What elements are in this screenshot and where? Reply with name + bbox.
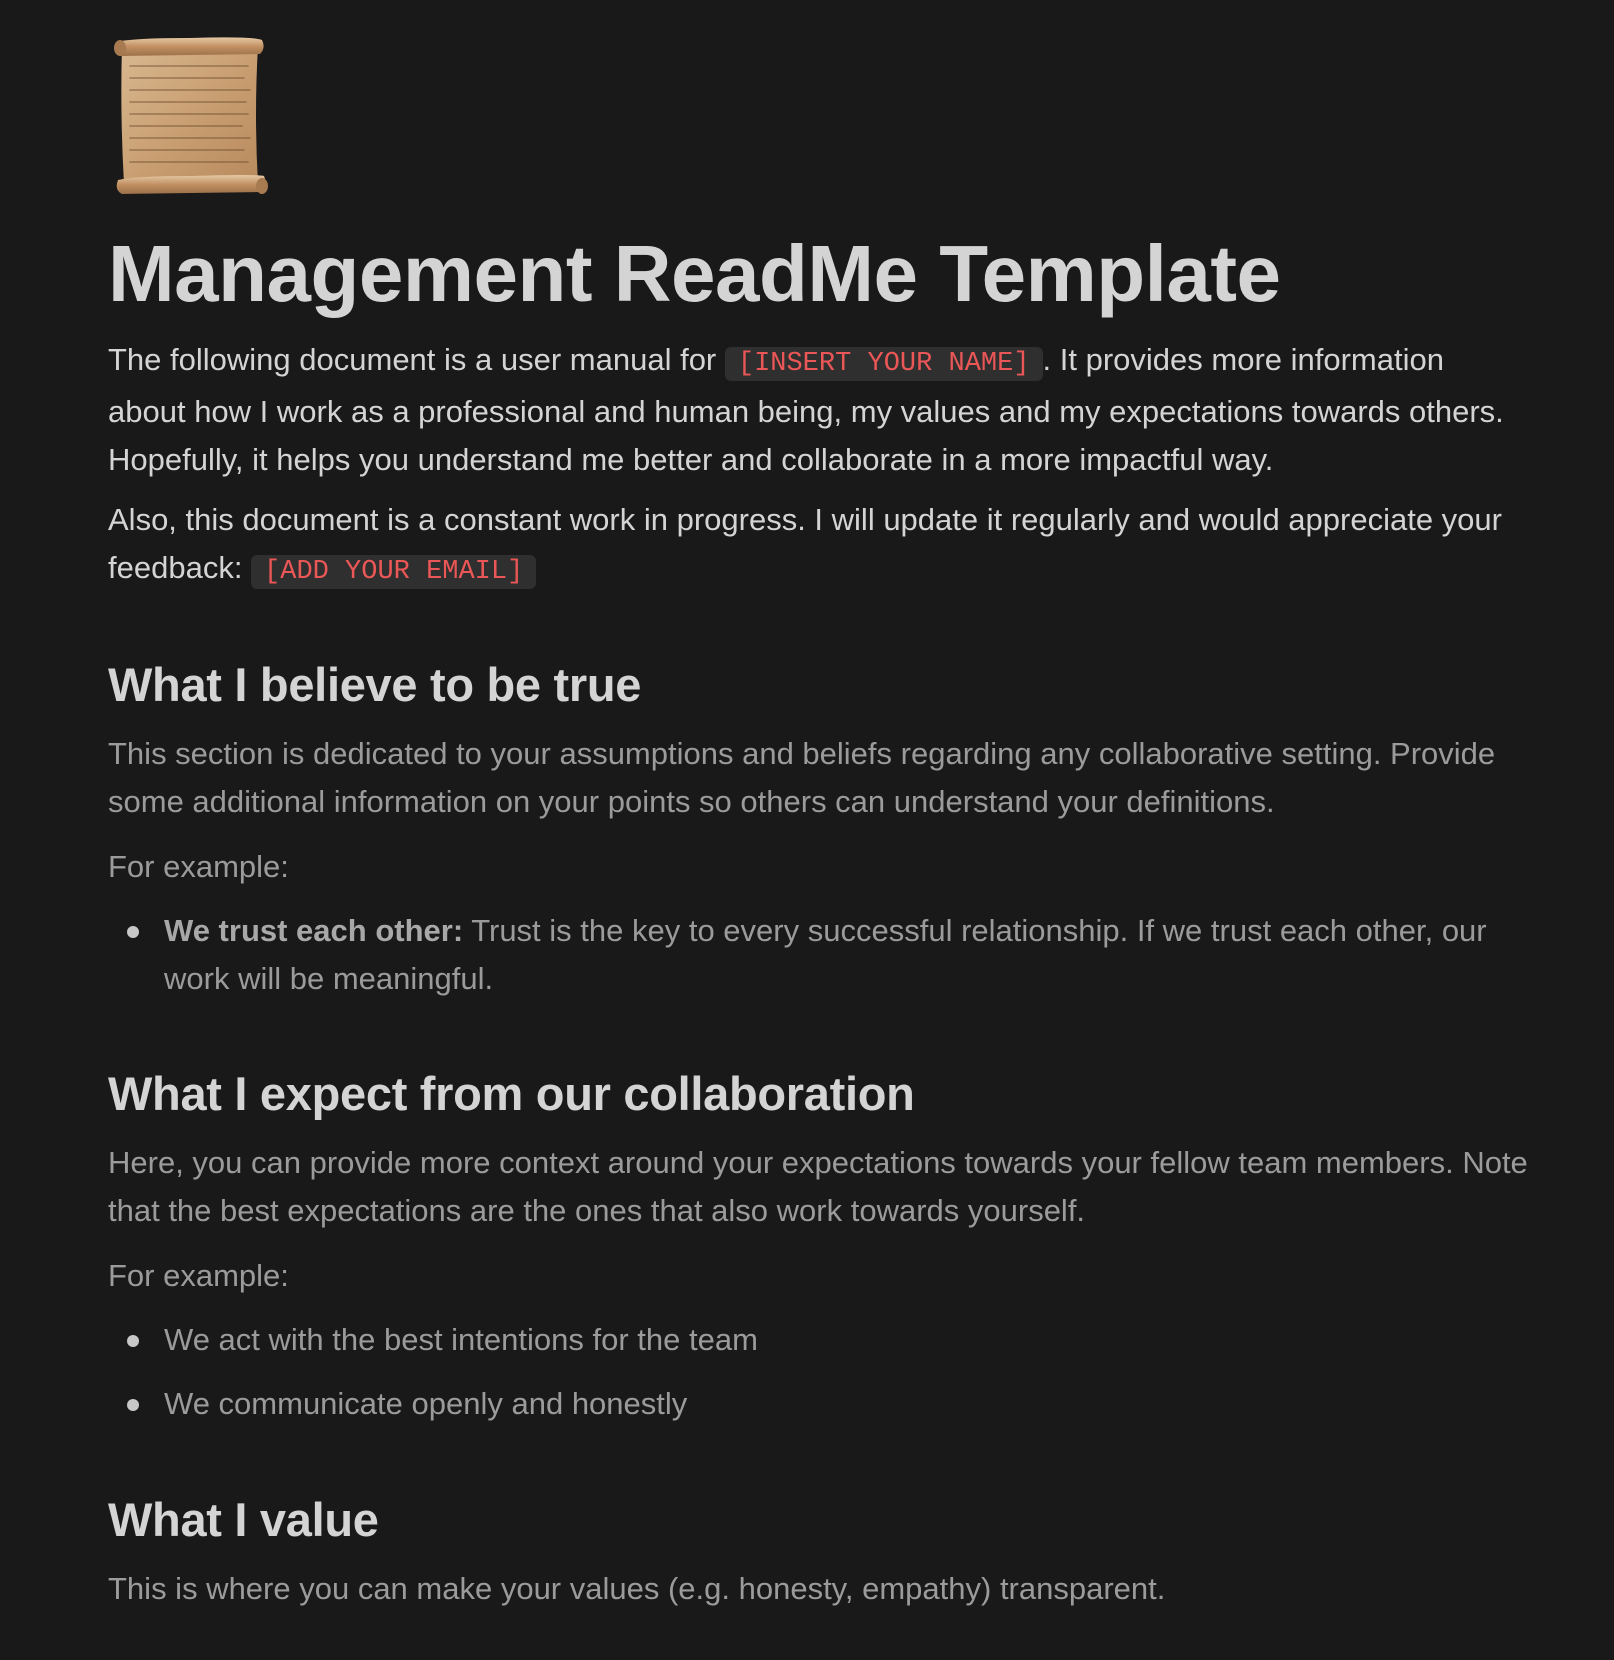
scroll-icon[interactable] [112, 34, 268, 196]
list-item-text: Trust is the key to every successful relationship. If we trust each other, our work will be meaningful. [164, 913, 1487, 996]
inline-code-email: [ADD YOUR EMAIL] [251, 555, 536, 589]
bullet-dot-icon [127, 1335, 139, 1347]
section-description-beliefs[interactable]: This section is dedicated to your assumptions and beliefs regarding any collaborative setting. Provide some additional information on your points so others can understand your definitions. [108, 736, 1496, 819]
inline-code-name: [INSERT YOUR NAME] [725, 347, 1043, 381]
bullet-list-beliefs [108, 907, 1528, 1003]
bullet-dot-icon [127, 926, 139, 938]
section-description-expectations[interactable]: Here, you can provide more context around your expectations towards your fellow team members. Note that the best expectations are the ones that also work towards yourself. [108, 1145, 1528, 1228]
list-item-bold: We trust each other: [164, 913, 464, 948]
section-heading-beliefs[interactable]: What I believe to be true [108, 658, 642, 711]
list-item[interactable] [108, 907, 1528, 1003]
bullet-list-expectations [108, 1316, 1528, 1428]
example-label-beliefs[interactable]: For example: [108, 849, 289, 884]
intro-text-before: The following document is a user manual for [108, 342, 725, 377]
intro-text-before-2: Also, this document is a constant work in progress. I will update it regularly and would appreciate your feedback: [108, 502, 1502, 585]
section-heading-expectations[interactable]: What I expect from our collaboration [108, 1067, 915, 1120]
intro-text-after: . It provides more information about how I work as a professional and human being, my values and my expectations towards others. Hopefully, it helps you understand me better and collaborate in a more impactful way. [108, 342, 1504, 477]
list-item[interactable] [108, 1316, 1528, 1364]
example-label-expectations[interactable]: For example: [108, 1258, 289, 1293]
list-item-text: We act with the best intentions for the team [164, 1322, 758, 1357]
intro-paragraph-2[interactable] [108, 496, 1528, 596]
section-heading-values[interactable]: What I value [108, 1493, 379, 1546]
intro-paragraph-1[interactable] [108, 336, 1528, 484]
bullet-dot-icon [127, 1399, 139, 1411]
list-item-text: We communicate openly and honestly [164, 1386, 688, 1421]
section-description-values[interactable]: This is where you can make your values (e.g. honesty, empathy) transparent. [108, 1571, 1166, 1606]
page-title[interactable]: Management ReadMe Template [108, 229, 1281, 318]
list-item[interactable] [108, 1380, 1528, 1428]
